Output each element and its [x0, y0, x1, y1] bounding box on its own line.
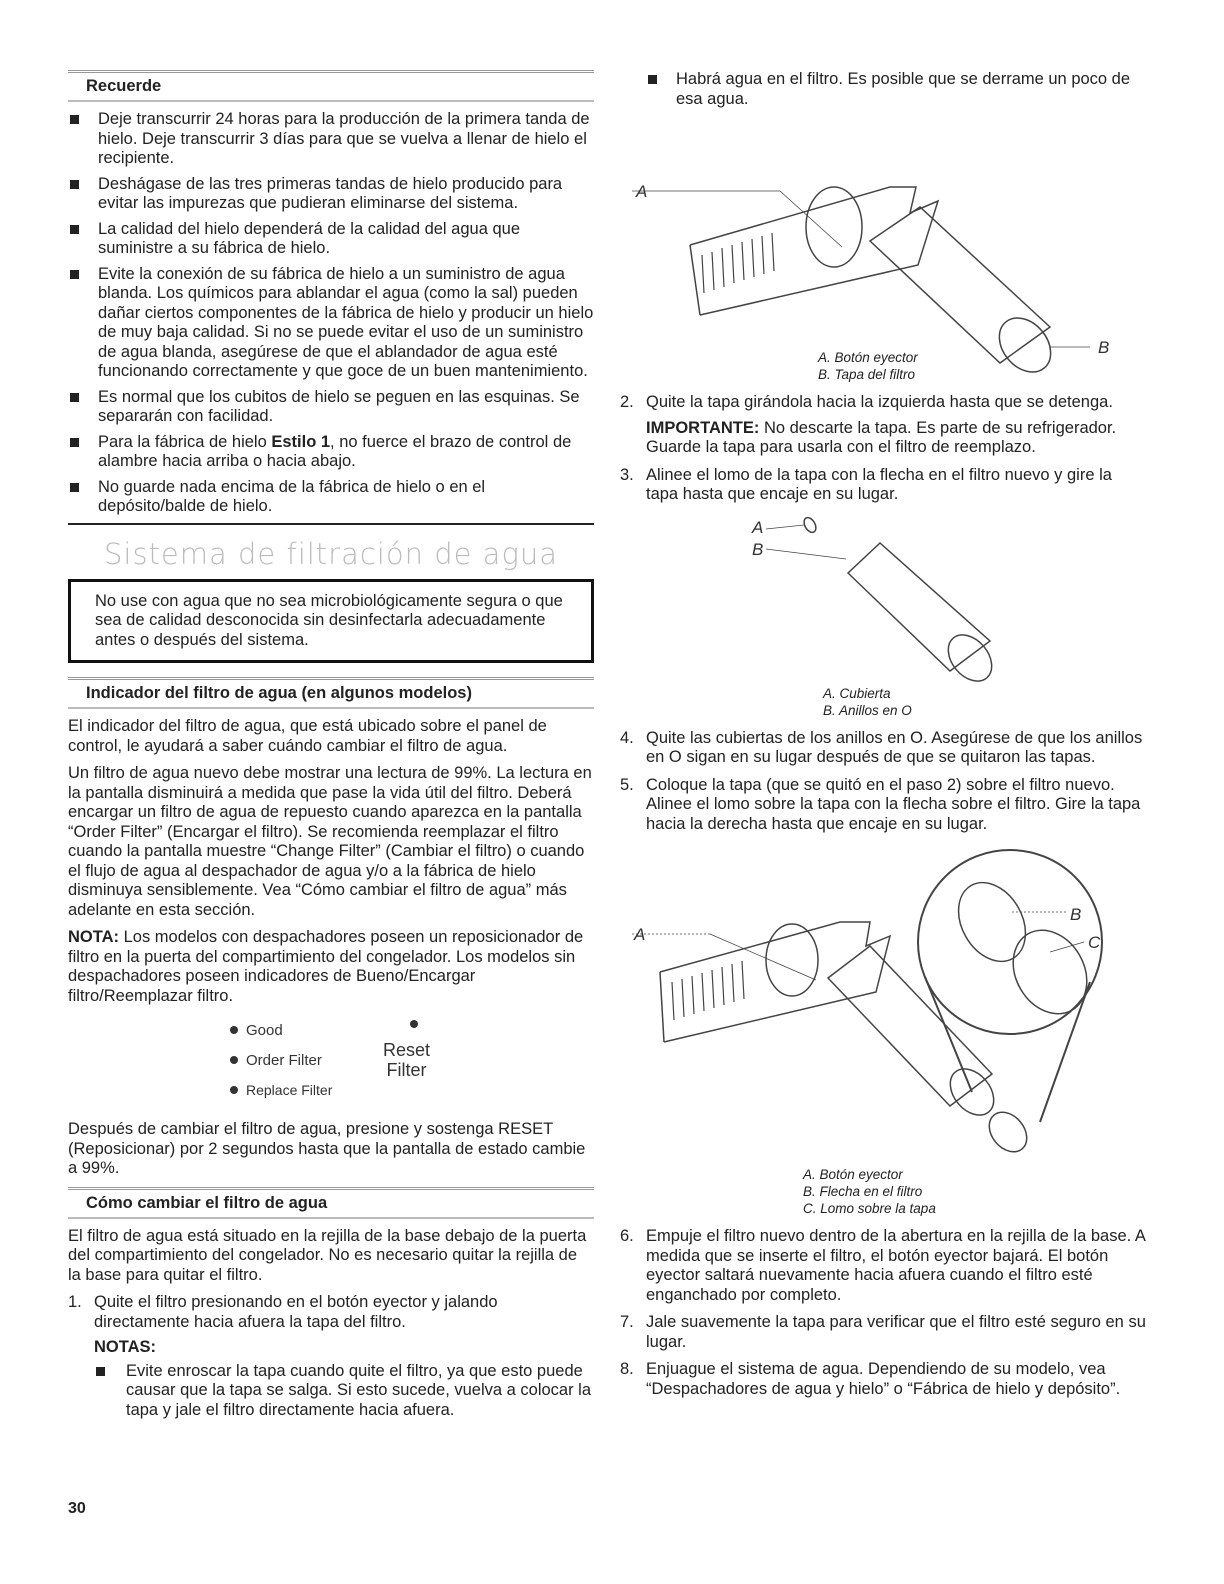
step-number: 7. — [620, 1313, 634, 1331]
reset-filter-label: Filter — [386, 1060, 427, 1080]
filter-install-illustration — [620, 842, 1146, 1162]
warning-box: No use con agua que no sea microbiológicamente segura o que sea de calidad desconocida sin desinfectarla adecuadamente antes o después del sistema. — [68, 579, 594, 664]
reset-light — [410, 1016, 426, 1033]
fig3-caption — [620, 1166, 1146, 1217]
indicator-order-label: Order Filter — [246, 1052, 322, 1069]
fig3-caption-a: A. Botón eyector — [803, 1167, 903, 1182]
step-item — [68, 1293, 594, 1420]
notas-list-cont — [646, 70, 1146, 109]
step-number: 6. — [620, 1227, 634, 1245]
steps-list — [620, 1227, 1146, 1399]
indicator-light-icon — [410, 1020, 418, 1028]
step-number: 5. — [620, 775, 634, 794]
fig2-caption — [620, 685, 1146, 719]
step-number: 3. — [620, 465, 634, 484]
list-item: No guarde nada encima de la fábrica de hielo o en el depósito/balde de hielo. — [68, 478, 594, 517]
fig1-label-b: B — [1098, 338, 1110, 357]
list-item: La calidad del hielo dependerá de la calidad del agua que suministre a su fábrica de hielo. — [68, 220, 594, 259]
notas-label: NOTAS: — [94, 1338, 157, 1356]
steps-list — [620, 729, 1146, 835]
fig2-caption-b: B. Anillos en O — [823, 702, 912, 718]
importante-text: No descarte la tapa. Es parte de su refrigerador. Guarde la tapa para usarla con el filtro de reemplazo. — [646, 418, 1117, 456]
notas-list — [94, 1362, 594, 1421]
filter-removal-illustration — [620, 115, 1146, 357]
list-item: Es normal que los cubitos de hielo se peguen en las esquinas. Se separarán con facilidad. — [68, 388, 594, 427]
new-filter-illustration — [620, 513, 1146, 679]
steps-list — [68, 1293, 594, 1420]
figure-install-filter — [620, 842, 1146, 1162]
indicator-good-label: Good — [246, 1022, 283, 1039]
step-item — [620, 393, 1146, 458]
step-text: Empuje el filtro nuevo dentro de la abertura en la rejilla de la base. A medida que se inserte el filtro, el botón eyector bajará. El botón eyector saltará nuevamente hacia afuera cuando el filtro esté enganchado por completo. — [646, 1227, 1145, 1304]
right-column — [620, 70, 1146, 1407]
indicator-replace-label: Replace Filter — [246, 1082, 333, 1098]
paragraph: Un filtro de agua nuevo debe mostrar una lectura de 99%. La lectura en la pantalla disminuirá a medida que pase la vida útil del filtro. Deberá encargar un filtro de agua de repuesto cuando aparezca en la pantalla “Order Filter” (Encargar el filtro). Se recomienda reemplazar el filtro cuando la pantalla muestre “Change Filter” (Cambiar el filtro) o cuando el flujo de agua al despachador de agua y/o a la fábrica de hielo disminuya sensiblemente. Vea “Cómo cambiar el filtro de agua” más adelante en esta sección. — [68, 764, 592, 919]
fig1-label-a: A — [636, 182, 648, 201]
filter-indicator-panel — [68, 1014, 594, 1110]
indicator-light-icon — [230, 1086, 238, 1094]
list-item-text: Para la fábrica de hielo — [98, 432, 272, 451]
nota-label: NOTA: — [68, 928, 120, 946]
step-item — [620, 729, 1146, 768]
step-number: 8. — [620, 1360, 634, 1378]
paragraph: Después de cambiar el filtro de agua, presione y sostenga RESET (Reposicionar) por 2 segundos hasta que la pantalla de estado cambie a 99%. — [68, 1120, 586, 1177]
indicator-replace — [230, 1082, 332, 1098]
indicator-light-icon — [230, 1056, 238, 1064]
step-item — [620, 1313, 1146, 1352]
fig2-caption-a: A. Cubierta — [823, 685, 891, 701]
indicator-order — [230, 1052, 322, 1069]
recuerde-heading: Recuerde — [68, 70, 594, 102]
list-item: Habrá agua en el filtro. Es posible que se derrame un poco de esa agua. — [646, 70, 1146, 109]
step-text: Quite la tapa girándola hacia la izquierda hasta que se detenga. — [646, 393, 1113, 411]
step-text: Quite las cubiertas de los anillos en O. Asegúrese de que los anillos en O sigan en su lugar después de que se quitaron las tapas. — [646, 728, 1143, 766]
indicador-heading: Indicador del filtro de agua (en algunos modelos) — [68, 677, 594, 709]
fig3-label-b: B — [1070, 905, 1082, 924]
step-text: Enjuague el sistema de agua. Dependiendo de su modelo, vea “Despachadores de agua y hielo” o “Fábrica de hielo y depósito”. — [646, 1360, 1121, 1398]
fig2-label-b: B — [752, 539, 764, 559]
step-item — [620, 776, 1146, 835]
list-item: Evite la conexión de su fábrica de hielo a un suministro de agua blanda. Los químicos para ablandar el agua (como la sal) pueden dañar ciertos componentes de la fábrica de hielo y producir un hielo de muy baja calidad. Si no se puede evitar el uso de un suministro de agua blanda, asegúrese de que el ablandador de agua esté funcionando correctamente y que goce de un buen mantenimiento. — [68, 265, 594, 382]
figure-new-filter — [620, 513, 1146, 679]
fig1-caption-b: B. Tapa del filtro — [818, 367, 916, 382]
step-text: Jale suavemente la tapa para verificar que el filtro esté seguro en su lugar. — [646, 1313, 1146, 1351]
nota-text: Los modelos con despachadores poseen un reposicionador de filtro en la puerta del compartimiento del congelador. Los modelos sin despachadores poseen indicadores de Bueno/Encargar filtro/Reemplazar filtro. — [68, 928, 584, 1005]
step-item — [620, 1227, 1146, 1305]
paragraph: El filtro de agua está situado en la rejilla de la base debajo de la puerta del compartimiento del congelador. No es necesario quitar la rejilla de la base para quitar el filtro. — [68, 1226, 587, 1284]
step-text: Coloque la tapa (que se quitó en el paso 2) sobre el filtro nuevo. Alinee el lomo sobre la tapa con la flecha sobre el filtro. Gire la tapa hacia la derecha hasta que encaje en su lugar. — [646, 775, 1141, 833]
section-title: Sistema de filtración de agua — [103, 536, 559, 571]
step-item — [620, 1360, 1146, 1399]
step-text: Quite el filtro presionando en el botón eyector y jalando directamente hacia afuera la tapa del filtro. — [94, 1293, 498, 1331]
step-number: 2. — [620, 393, 634, 411]
left-column — [68, 60, 594, 1428]
fig3-label-a: A — [634, 925, 646, 944]
page-number: 30 — [68, 1500, 86, 1517]
step-number: 4. — [620, 728, 634, 747]
list-item-text: , no fuerce el brazo de control — [330, 432, 549, 451]
list-item — [68, 433, 594, 472]
fig1-caption-a: A. Botón eyector — [818, 350, 918, 365]
paragraph: El indicador del filtro de agua, que está ubicado sobre el panel de control, le ayudará a saber cuándo cambiar el filtro de agua. — [68, 717, 547, 755]
reset-button — [383, 1040, 430, 1080]
importante-note — [646, 419, 1146, 458]
divider — [68, 523, 594, 525]
nota-paragraph — [68, 928, 594, 1006]
fig3-caption-b: B. Flecha en el filtro — [803, 1184, 923, 1199]
fig3-label-c: C — [1088, 933, 1101, 952]
indicator-good — [230, 1022, 283, 1039]
list-item-text: de alambre hacia arriba o hacia abajo. — [98, 432, 572, 470]
importante-label: IMPORTANTE: — [646, 418, 760, 437]
list-item: Deshágase de las tres primeras tandas de hielo producido para evitar las impurezas que pudieran eliminarse del sistema. — [68, 175, 594, 214]
figure-eject-filter — [620, 115, 1146, 357]
indicator-light-icon — [230, 1026, 238, 1034]
steps-list — [620, 393, 1146, 505]
fig1-caption — [620, 349, 1146, 383]
recuerde-list — [68, 110, 594, 517]
reset-label: Reset — [383, 1040, 431, 1060]
fig2-label-a: A — [752, 517, 764, 537]
como-heading: Cómo cambiar el filtro de agua — [68, 1187, 594, 1219]
list-item: Evite enroscar la tapa cuando quite el filtro, ya que esto puede causar que la tapa se salga. Si esto sucede, vuelva a colocar la tapa y jale el filtro directamente hacia afuera. — [94, 1362, 594, 1421]
estilo-label: Estilo 1 — [271, 432, 331, 451]
step-text: Alinee el lomo de la tapa con la flecha en el filtro nuevo y gire la tapa hasta que encaje en su lugar. — [646, 465, 1112, 503]
step-item — [620, 466, 1146, 505]
list-item: Deje transcurrir 24 horas para la producción de la primera tanda de hielo. Deje transcurrir 3 días para que se vuelva a llenar de hielo el recipiente. — [68, 110, 594, 169]
step-number: 1. — [68, 1293, 82, 1311]
fig3-caption-c: C. Lomo sobre la tapa — [803, 1201, 936, 1216]
